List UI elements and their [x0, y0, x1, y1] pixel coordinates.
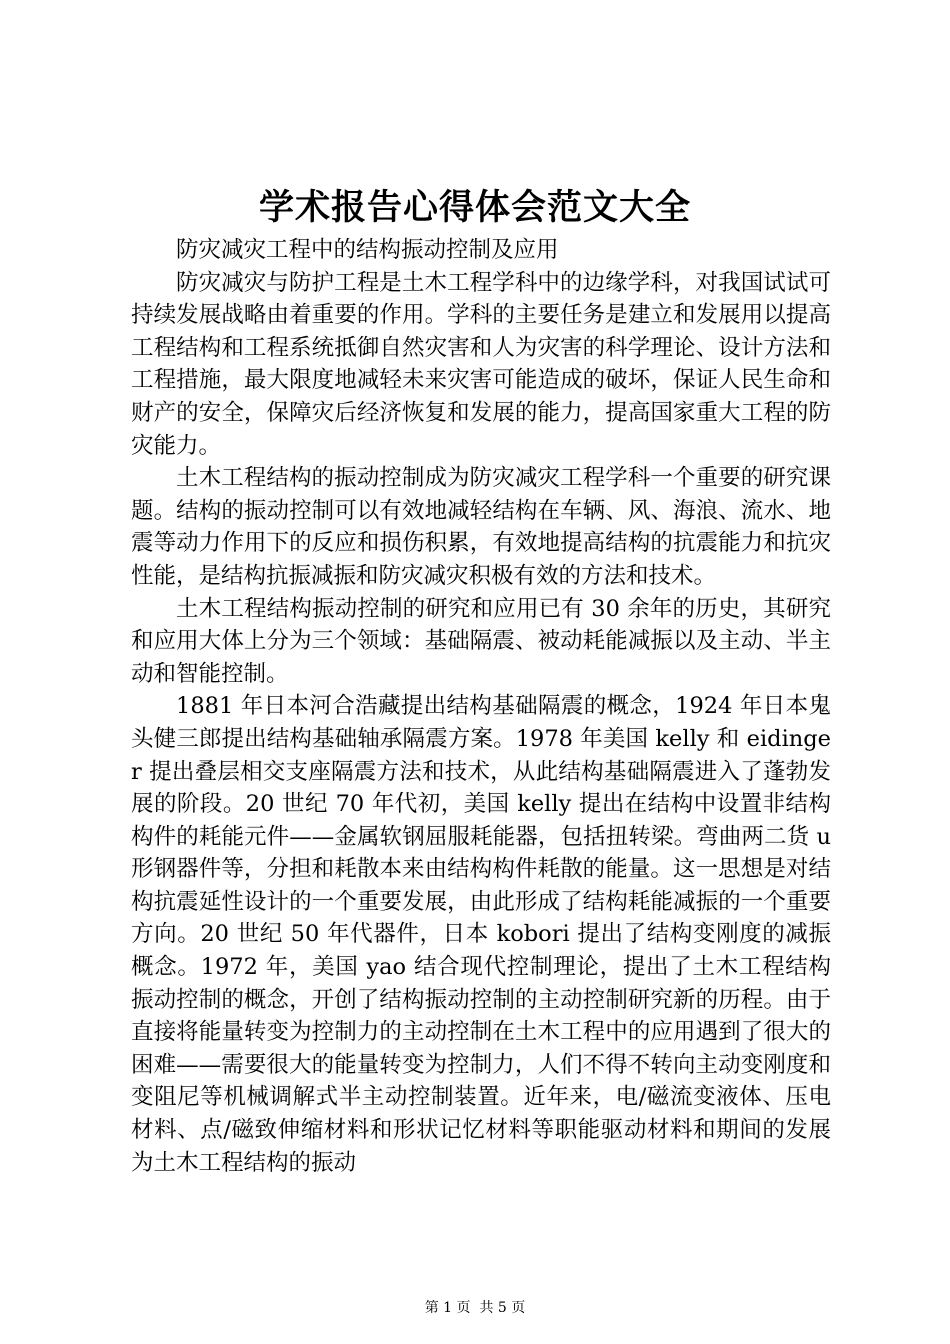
section-heading: 防灾减灾工程中的结构振动控制及应用 — [176, 237, 559, 263]
page-footer — [0, 1299, 950, 1317]
document-title: 学术报告心得体会范文大全 — [258, 187, 691, 228]
page-total: 共 5 页 — [479, 1300, 526, 1316]
paragraph: 土木工程结构的振动控制成为防灾减灾工程学科一个重要的研究课题。结构的振动控制可以有效地减轻结构在车辆、风、海浪、流水、地震等动力作用下的反应和损伤积累，有效地提高结构的抗震能力和抗灾性能，是结构抗振减振和防灾减灾积极有效的方法和技术。 — [131, 465, 831, 589]
page-number: 第 1 页 — [424, 1300, 471, 1316]
paragraph: 1881 年日本河合浩藏提出结构基础隔震的概念，1924 年日本鬼头健三郎提出结构基础轴承隔震方案。1978 年美国 kelly 和 eidinger 提出叠层相交支座隔震方法和技术，从此结构基础隔震进入了蓬勃发展的阶段。20 世纪 70 年代初，美国 kelly 提出在结构中设置非结构构件的耗能元件——金属软钢屈服耗能器，包括扭转梁。弯曲两二货 u 形钢器件等，分担和耗散本来由结构构件耗散的能量。这一思想是对结构抗震延性设计的一个重要发展，由此形成了结构耗能减振的一个重要方向。20 世纪 50 年代器件，日本 kobori 提出了结构变刚度的减振概念。1972 年，美国 yao 结合现代控制理论，提出了土木工程结构振动控制的概念，开创了结构振动控制的主动控制研究新的历程。由于直接将能量转变为控制力的主动控制在土木工程中的应用遇到了很大的困难——需要很大的能量转变为控制力，人们不得不转向主动变刚度和变阻尼等机械调解式半主动控制装置。近年来，电/磁流变液体、压电材料、点/磁致伸缩材料和形状记忆材料等职能驱动材料和期间的发展为土木工程结构的振动 — [131, 693, 831, 1176]
document-body — [131, 234, 831, 1179]
paragraph: 土木工程结构振动控制的研究和应用已有 30 余年的历史，其研究和应用大体上分为三个领域：基础隔震、被动耗能减振以及主动、半主动和智能控制。 — [131, 595, 831, 687]
paragraph: 防灾减灾与防护工程是土木工程学科中的边缘学科，对我国试试可持续发展战略由着重要的作用。学科的主要任务是建立和发展用以提高工程结构和工程系统抵御自然灾害和人为灾害的科学理论、设计方法和工程措施，最大限度地减轻未来灾害可能造成的破坏，保证人民生命和财产的安全，保障灾后经济恢复和发展的能力，提高国家重大工程的防灾能力。 — [131, 269, 831, 459]
